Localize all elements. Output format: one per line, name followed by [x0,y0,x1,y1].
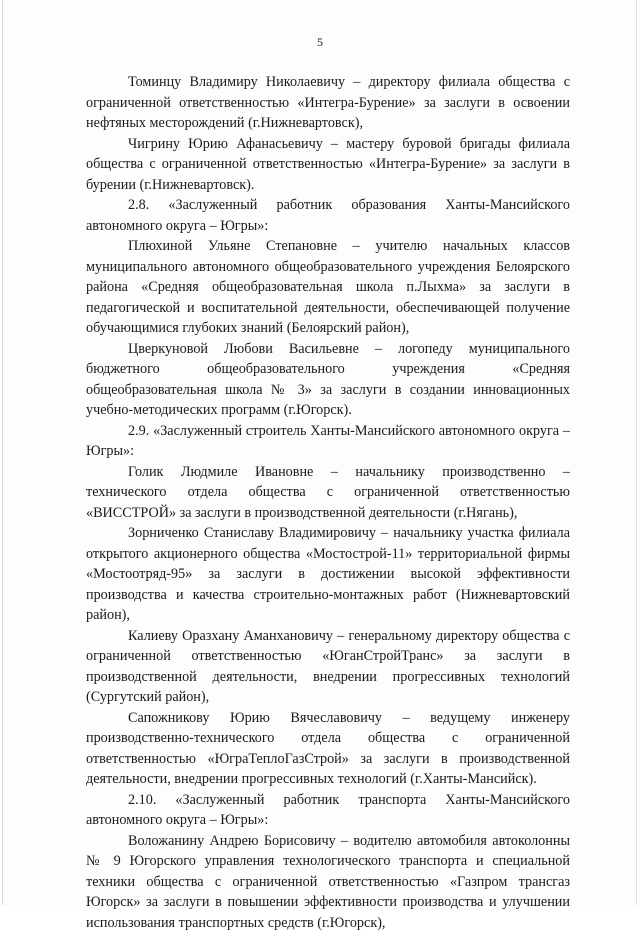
scan-edge-right [636,0,637,905]
paragraph-plyukhina: Плюхиной Ульяне Степановне – учителю начальных классов муниципального автономного общеобразовательного учреждения Белоярского района «Средняя общеобразовательная школа п.Лыхма» за заслуги в педагогической и воспитательной деятельности, обеспечивающей получение обучающимися глубоких знаний (Белоярский район), [86,236,570,339]
paragraph-kaliev: Калиеву Оразхану Аманхановичу – генеральному директору общества с ограниченной ответственностью «ЮганСтройТранс» за заслуги в производственной деятельности, внедрении прогрессивных технологий (Сургутский район), [86,626,570,708]
paragraph-sapozhnikov: Сапожникову Юрию Вячеславовичу – ведущему инженеру производственно-технического отдела общества с ограниченной ответственностью «ЮграТеплоГазСтрой» за заслуги в производственной деятельности, внедрении прогрессивных технологий (г.Ханты-Мансийск). [86,708,570,790]
paragraph-zornichenko: Зорниченко Станиславу Владимировичу – начальнику участка филиала открытого акционерного общества «Мостострой-11» территориальной фирмы «Мостоотряд-95» за заслуги в достижении высокой эффективности производства и качества строительно-монтажных работ (Нижневартовский район), [86,523,570,626]
scan-edge-left [2,0,3,905]
paragraph-tsverkunova: Цверкуновой Любови Васильевне – логопеду муниципального бюджетного общеобразовательного учреждения «Средняя общеобразовательная школа № 3» за заслуги в создании инновационных учебно-методических программ (г.Югорск). [86,339,570,421]
section-heading-2-9: 2.9. «Заслуженный строитель Ханты-Мансийского автономного округа – Югры»: [86,421,570,462]
paragraph-tomintsu: Томинцу Владимиру Николаевичу – директору филиала общества с ограниченной ответственностью «Интегра-Бурение» за заслуги в освоении нефтяных месторождений (г.Нижневартовск), [86,72,570,134]
paragraph-golik: Голик Людмиле Ивановне – начальнику производственно – технического отдела общества с ограниченной ответственностью «ВИССТРОЙ» за заслуги в производственной деятельности (г.Нягань), [86,462,570,524]
page-number: 5 [0,35,640,50]
paragraph-volozhanin: Воложанину Андрею Борисовичу – водителю автомобиля автоколонны № 9 Югорского управления технологического транспорта и специальной техники общества с ограниченной ответственностью «Газпром трансгаз Югорск» за заслуги в повышении эффективности производства и улучшении использования транспортных средств (г.Югорск), [86,831,570,933]
document-body [86,72,570,933]
section-heading-2-8: 2.8. «Заслуженный работник образования Ханты-Мансийского автономного округа – Югры»: [86,195,570,236]
section-heading-2-10: 2.10. «Заслуженный работник транспорта Ханты-Мансийского автономного округа – Югры»: [86,790,570,831]
paragraph-chigrin: Чигрину Юрию Афанасьевичу – мастеру буровой бригады филиала общества с ограниченной ответственностью «Интегра-Бурение» за заслуги в бурении (г.Нижневартовск). [86,134,570,196]
